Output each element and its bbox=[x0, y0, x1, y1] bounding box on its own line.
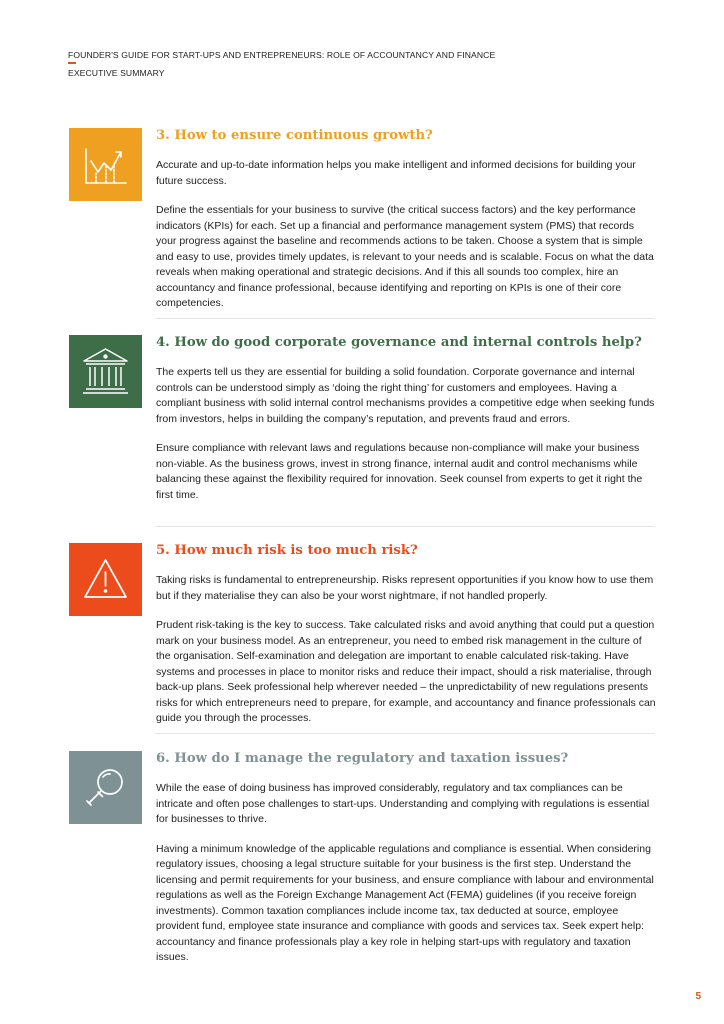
section-title: 5. How much risk is too much risk? bbox=[156, 543, 418, 558]
section-paragraph: Accurate and up-to-date information helps you make intelligent and informed decisions for building your future success. bbox=[156, 159, 636, 187]
running-header-title: FOUNDER'S GUIDE FOR START-UPS AND ENTREPRENEURS: ROLE OF ACCOUNTANCY AND FINANCE bbox=[68, 50, 496, 60]
section-divider bbox=[155, 318, 655, 319]
warning-triangle-icon bbox=[69, 543, 142, 616]
header-accent-rule bbox=[68, 62, 76, 64]
section-paragraph: While the ease of doing business has improved considerably, regulatory and tax compliances can be intricate and often pose challenges to start-ups. Understanding and complying with regulations is essential for businesses to thrive. bbox=[156, 782, 650, 825]
section-title: 6. How do I manage the regulatory and taxation issues? bbox=[156, 751, 569, 766]
section-paragraph: Taking risks is fundamental to entrepreneurship. Risks represent opportunities if you know how to use them but if they materialise they can also be your worst nightmare, if not handled properly. bbox=[156, 574, 654, 602]
magnifier-icon bbox=[69, 751, 142, 824]
section-divider bbox=[155, 733, 655, 734]
icon-background bbox=[69, 335, 142, 408]
section-paragraph: Ensure compliance with relevant laws and regulations because non-compliance will make your business non-viable. As the business grows, invest in strong finance, internal audit and control mechanisms while balancing these against the flexibility required for innovation. Seek counsel from experts to get it right the first time. bbox=[156, 442, 643, 501]
section-paragraph: Having a minimum knowledge of the applicable regulations and compliance is essential. When considering regulatory issues, choosing a legal structure suitable for your business is the first step. Understand the licensing and permit requirements for your business, and ensure compliance with labour and environmental regulations as well as the Foreign Exchange Management Act (FEMA) guidelines (if you receive foreign investments). Common taxation compliances include income tax, tax deducted at source, employee provident fund, employee state insurance and compliance with goods and services tax. Seek expert help: accountancy and finance professionals play a key role in helping start-ups with regulatory and taxation issues. bbox=[156, 842, 654, 963]
section-title: 3. How to ensure continuous growth? bbox=[156, 128, 433, 143]
section-paragraph: The experts tell us they are essential for building a solid foundation. Corporate governance and internal controls can be understood simply as ‘doing the right thing’ for customers and employees. Having a compliant business with solid internal control mechanisms provides a competitive edge when seeking funds from investors, helps in building the company’s reputation, and prevents fraud and errors. bbox=[156, 366, 655, 425]
institution-building-icon bbox=[69, 335, 142, 408]
section-paragraph: Prudent risk-taking is the key to success. Take calculated risks and avoid anything that could put a question mark on your business model. As an entrepreneur, you need to embed risk management in the culture of the organisation. Self-examination and delegation are important to enable calculated risk-taking. Have systems and processes in place to monitor risks and reduce their impact, should a risk materialise, through back-up plans. Seek professional help wherever needed – the unpredictability of new regulations presents risks for which entrepreneurs need to prepare, for example, and accountancy and finance professionals can guide you through the processes. bbox=[156, 619, 656, 724]
section-title: 4. How do good corporate governance and internal controls help? bbox=[156, 335, 642, 350]
section-paragraph: Define the essentials for your business to survive (the critical success factors) and the key performance indicators (KPIs) for each. Set up a financial and performance management system (PMS) that records your progress against the baseline and recommends actions to be taken. Choose a system that is simple and easy to use, provides timely updates, is relevant to your needs and is scalable. Focus on what the data reveals when making operational and strategic decisions. And if this all sounds too complex, hire an accountancy and finance professional, because identifying and reporting on KPIs is one of their core competencies. bbox=[156, 204, 654, 309]
growth-chart-icon bbox=[69, 128, 142, 201]
page-number: 5 bbox=[695, 991, 701, 1002]
running-header-subtitle: EXECUTIVE SUMMARY bbox=[68, 68, 165, 78]
icon-background bbox=[69, 751, 142, 824]
section-divider bbox=[155, 526, 655, 527]
